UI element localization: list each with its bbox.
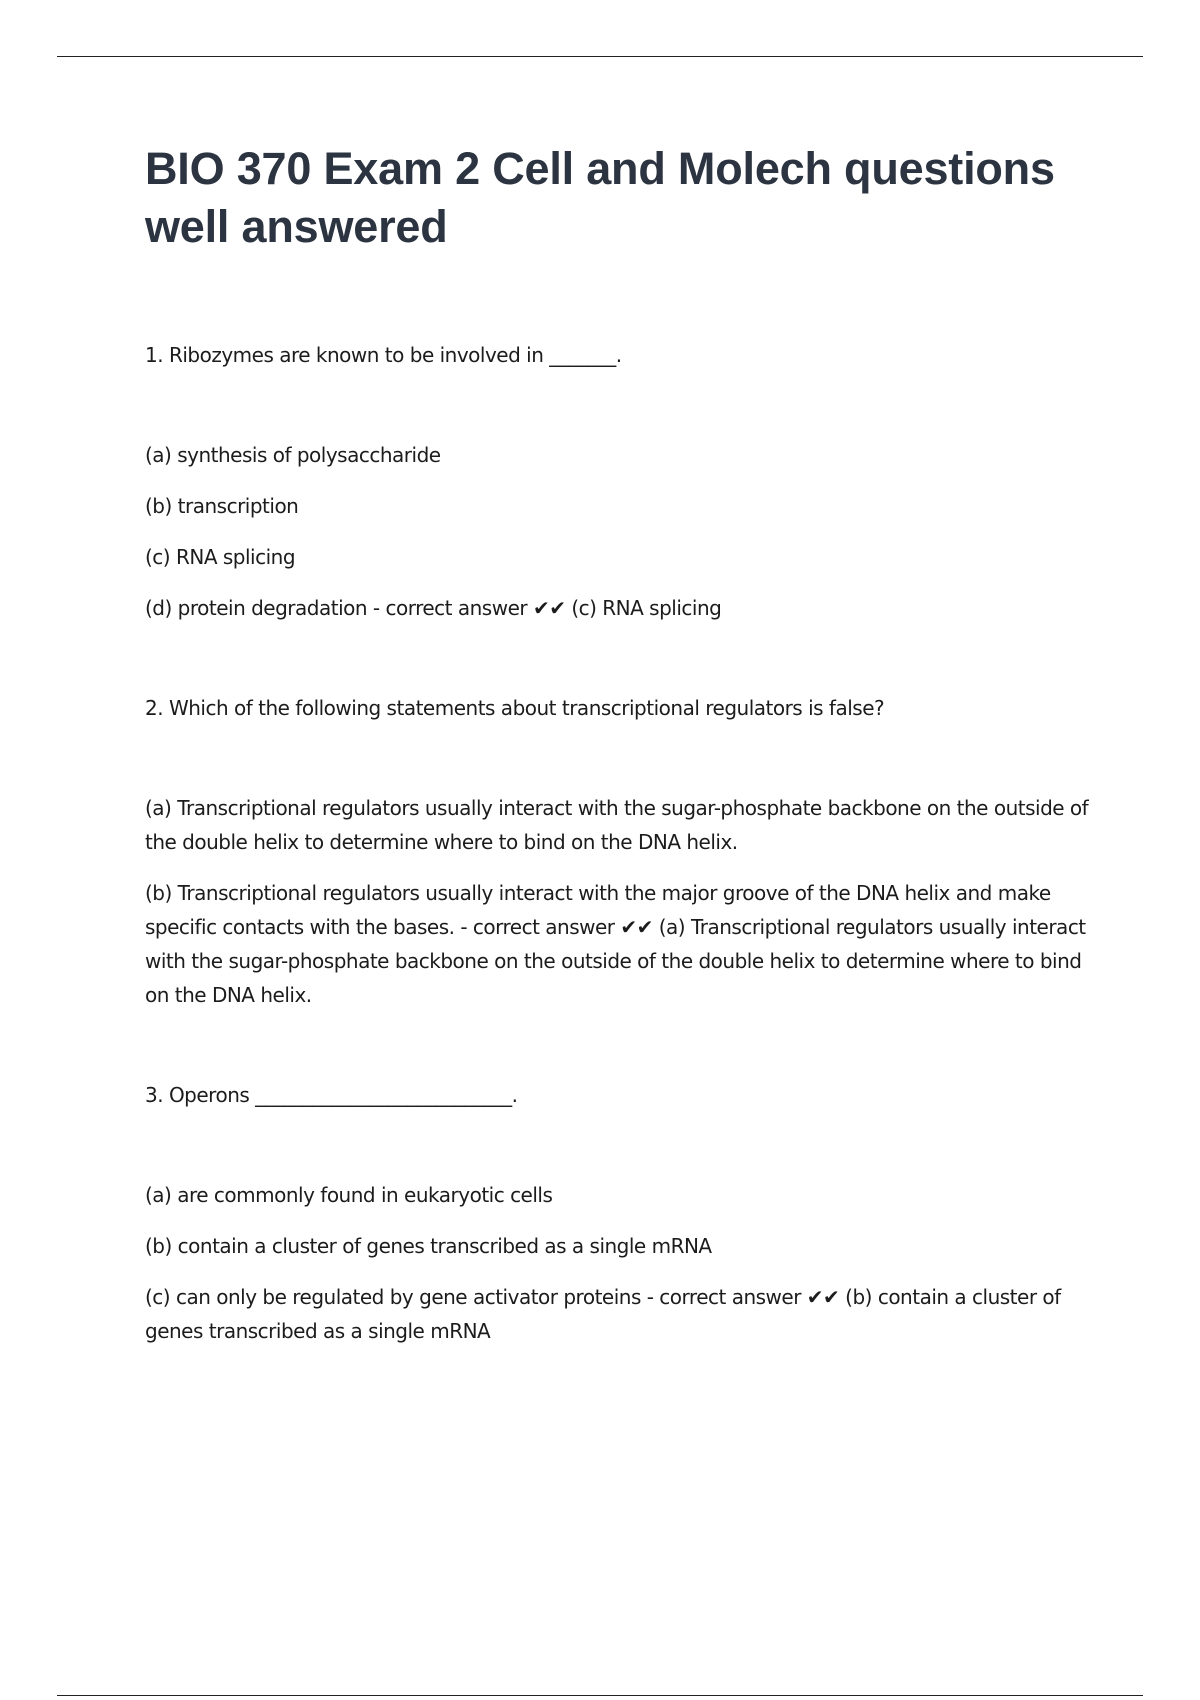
document-body: [145, 140, 1095, 1348]
option-a: (a) synthesis of polysaccharide: [145, 443, 441, 467]
question-prompt: 2. Which of the following statements about transcriptional regulators is false?: [145, 696, 885, 720]
question-prompt: 1. Ribozymes are known to be involved in _______.: [145, 343, 622, 367]
option-a: (a) Transcriptional regulators usually interact with the sugar-phosphate backbone on the outside of the double helix to determine where to bind on the DNA helix.: [145, 796, 1089, 854]
question-1: [145, 338, 1095, 625]
option-b: (b) contain a cluster of genes transcribed as a single mRNA: [145, 1234, 712, 1258]
option-b: (b) transcription: [145, 494, 299, 518]
option-a: (a) are commonly found in eukaryotic cells: [145, 1183, 553, 1207]
option-d: (d) protein degradation - correct answer ✔✔ (c) RNA splicing: [145, 596, 722, 620]
option-b: (b) Transcriptional regulators usually interact with the major groove of the DNA helix and make specific contacts with the bases. - correct answer ✔✔ (a) Transcriptional regulators usually interact with the sugar-phosphate backbone on the outside of the double helix to determine where to bind on the DNA helix.: [145, 881, 1086, 1007]
question-prompt: 3. Operons ___________________________.: [145, 1083, 518, 1107]
option-c: (c) can only be regulated by gene activator proteins - correct answer ✔✔ (b) contain a cluster of genes transcribed as a single mRNA: [145, 1285, 1061, 1343]
question-2: [145, 691, 1095, 1012]
option-c: (c) RNA splicing: [145, 545, 296, 569]
bottom-rule: [57, 1695, 1143, 1696]
question-3: [145, 1078, 1095, 1348]
document-title: BIO 370 Exam 2 Cell and Molech questions well answered: [145, 143, 1055, 252]
top-rule: [57, 56, 1143, 57]
